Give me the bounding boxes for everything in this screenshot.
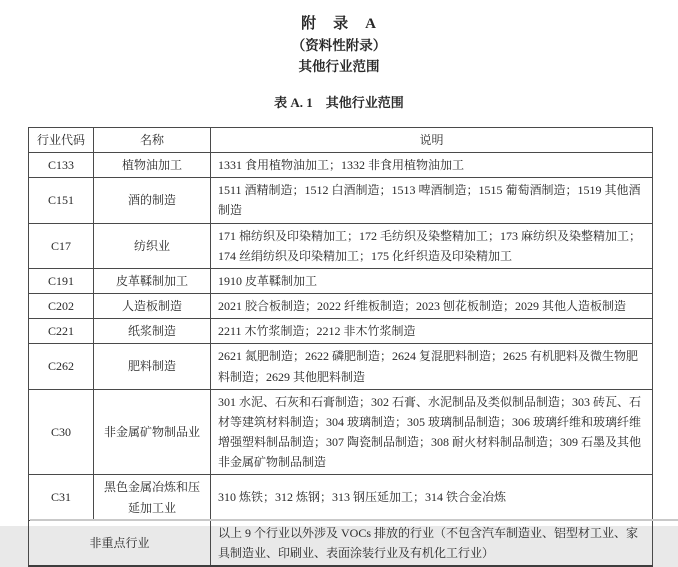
industry-description: 1511 酒精制造；1512 白酒制造；1513 啤酒制造；1515 葡萄酒制造；1519 其他酒制造 [211, 178, 653, 223]
table-footer-row [29, 520, 653, 566]
industry-name: 植物油加工 [94, 153, 211, 178]
industry-scope-table [28, 127, 653, 567]
table-row [29, 178, 653, 223]
industry-name: 纸浆制造 [94, 319, 211, 344]
industry-name: 黑色金属冶炼和压延加工业 [94, 475, 211, 520]
header-description: 说明 [211, 128, 653, 153]
industry-description: 1910 皮革鞣制加工 [211, 268, 653, 293]
industry-code: C202 [29, 294, 94, 319]
page-bottom-divider [30, 519, 678, 521]
table-row [29, 344, 653, 389]
industry-description: 171 棉纺织及印染精加工；172 毛纺织及染整精加工；173 麻纺织及染整精加工；174 丝绢纺织及印染精加工；175 化纤织造及印染精加工 [211, 223, 653, 268]
industry-description: 2621 氮肥制造；2622 磷肥制造；2624 复混肥料制造；2625 有机肥料及微生物肥料制造；2629 其他肥料制造 [211, 344, 653, 389]
industry-description: 301 水泥、石灰和石膏制造；302 石膏、水泥制品及类似制品制造；303 砖瓦、石材等建筑材料制造；304 玻璃制造；305 玻璃制品制造；306 玻璃纤维和玻璃纤维增强塑料制品制造；307 陶瓷制品制造；308 耐火材料制品制造；309 石墨及其他非金属矿物制品制造 [211, 389, 653, 475]
table-row [29, 268, 653, 293]
industry-name: 纺织业 [94, 223, 211, 268]
table-row [29, 294, 653, 319]
non-key-industry-label: 非重点行业 [29, 520, 211, 566]
industry-description: 2211 木竹浆制造；2212 非木竹浆制造 [211, 319, 653, 344]
industry-code: C133 [29, 153, 94, 178]
industry-name: 肥料制造 [94, 344, 211, 389]
non-key-industry-description: 以上 9 个行业以外涉及 VOCs 排放的行业（不包含汽车制造业、铝型材工业、家具制造业、印刷业、表面涂装行业及有机化工行业） [211, 520, 653, 566]
appendix-section-title: 其他行业范围 [298, 59, 380, 74]
industry-code: C191 [29, 268, 94, 293]
industry-name: 酒的制造 [94, 178, 211, 223]
industry-code: C262 [29, 344, 94, 389]
industry-name: 人造板制造 [94, 294, 211, 319]
industry-code: C17 [29, 223, 94, 268]
table-header-row [29, 128, 653, 153]
industry-code: C221 [29, 319, 94, 344]
industry-name: 非金属矿物制品业 [94, 389, 211, 475]
industry-description: 1331 食用植物油加工；1332 非食用植物油加工 [211, 153, 653, 178]
industry-code: C31 [29, 475, 94, 520]
header-industry-code: 行业代码 [29, 128, 94, 153]
industry-code: C30 [29, 389, 94, 475]
header-name: 名称 [94, 128, 211, 153]
table-row [29, 319, 653, 344]
appendix-heading [0, 0, 678, 77]
table-row [29, 389, 653, 475]
table-row [29, 223, 653, 268]
table-caption: 表 A. 1 其他行业范围 [274, 95, 404, 110]
appendix-title: 附 录 A [301, 16, 377, 32]
industry-code: C151 [29, 178, 94, 223]
industry-description: 2021 胶合板制造；2022 纤维板制造；2023 刨花板制造；2029 其他人造板制造 [211, 294, 653, 319]
appendix-subtitle: （资料性附录） [291, 38, 387, 53]
industry-description: 310 炼铁；312 炼钢；313 钢压延加工；314 铁合金冶炼 [211, 475, 653, 520]
industry-name: 皮革鞣制加工 [94, 268, 211, 293]
table-row [29, 475, 653, 520]
table-row [29, 153, 653, 178]
